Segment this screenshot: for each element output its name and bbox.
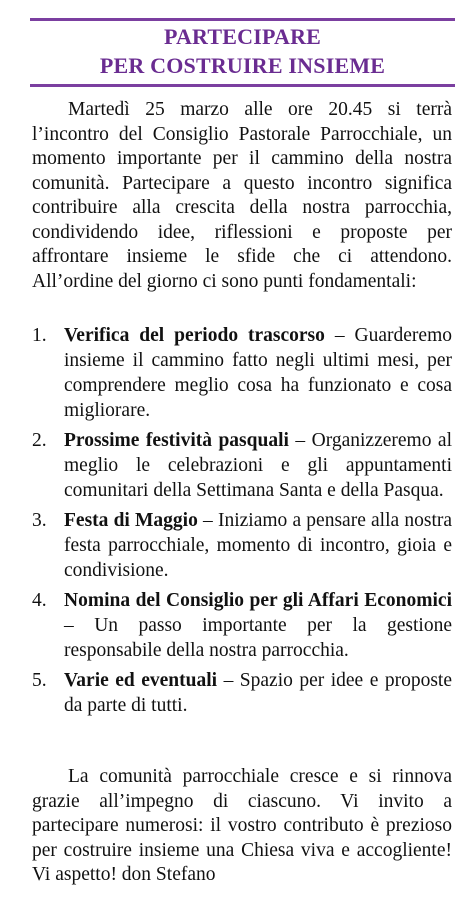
agenda-item-number: 3. xyxy=(32,510,47,531)
agenda-item-heading: Verifica del periodo trascorso xyxy=(64,325,325,346)
title-line-2: PER COSTRUIRE INSIEME xyxy=(99,53,386,78)
intro-paragraph xyxy=(32,98,452,294)
agenda-item xyxy=(32,588,452,663)
agenda-item-text: – Guarderemo insieme il cammino fatto negli ultimi mesi, per comprendere meglio cosa ha funzionato e cosa migliorare. xyxy=(64,325,453,421)
bottom-rule xyxy=(30,84,455,87)
agenda-item-text: – Iniziamo a pensare alla nostra festa parrocchiale, momento di incontro, gioia e condivisione. xyxy=(64,510,453,581)
agenda-item-heading: Prossime festività pasquali xyxy=(64,430,289,451)
agenda-item-heading: Varie ed eventuali xyxy=(64,670,218,691)
agenda-item-text: – Spazio per idee e proposte da parte di tutti. xyxy=(64,670,452,716)
agenda-item xyxy=(32,428,452,503)
agenda-item xyxy=(32,508,452,583)
agenda-item-number: 1. xyxy=(32,325,47,346)
closing-text: La comunità parrocchiale cresce e si rinnova grazie all’impegno di ciascuno. Vi invito a partecipare numerosi: il vostro contributo è prezioso per costruire insieme una Chiesa viva e accogliente! Vi aspetto! don Stefano xyxy=(32,766,452,885)
agenda-item xyxy=(32,668,452,718)
intro-text: Martedì 25 marzo alle ore 20.45 si terrà l’incontro del Consiglio Pastorale Parrocchiale, un momento importante per il cammino della nostra comunità. Partecipare a questo incontro significa contribuire alla crescita della nostra parrocchia, condividendo idee, riflessioni e proposte per affrontare insieme le sfide che ci attendono. All’ordine del giorno ci sono punti fondamentali: xyxy=(32,99,452,292)
agenda-item-number: 5. xyxy=(32,670,47,691)
agenda-item-heading: Nomina del Consiglio per gli Affari Economici xyxy=(64,590,452,611)
agenda-item-number: 4. xyxy=(32,590,47,611)
top-rule xyxy=(30,18,455,21)
agenda-item xyxy=(32,323,452,423)
agenda-item-text: – Un passo importante per la gestione responsabile della nostra parrocchia. xyxy=(64,615,452,661)
agenda-item-heading: Festa di Maggio xyxy=(64,510,198,531)
agenda-item-number: 2. xyxy=(32,430,47,451)
agenda-item-text: – Organizzeremo al meglio le celebrazioni e gli appuntamenti comunitari della Settimana Santa e della Pasqua. xyxy=(64,430,452,501)
closing-paragraph xyxy=(32,765,452,888)
title-line-1: PARTECIPARE xyxy=(163,24,322,49)
agenda-list xyxy=(32,323,452,723)
